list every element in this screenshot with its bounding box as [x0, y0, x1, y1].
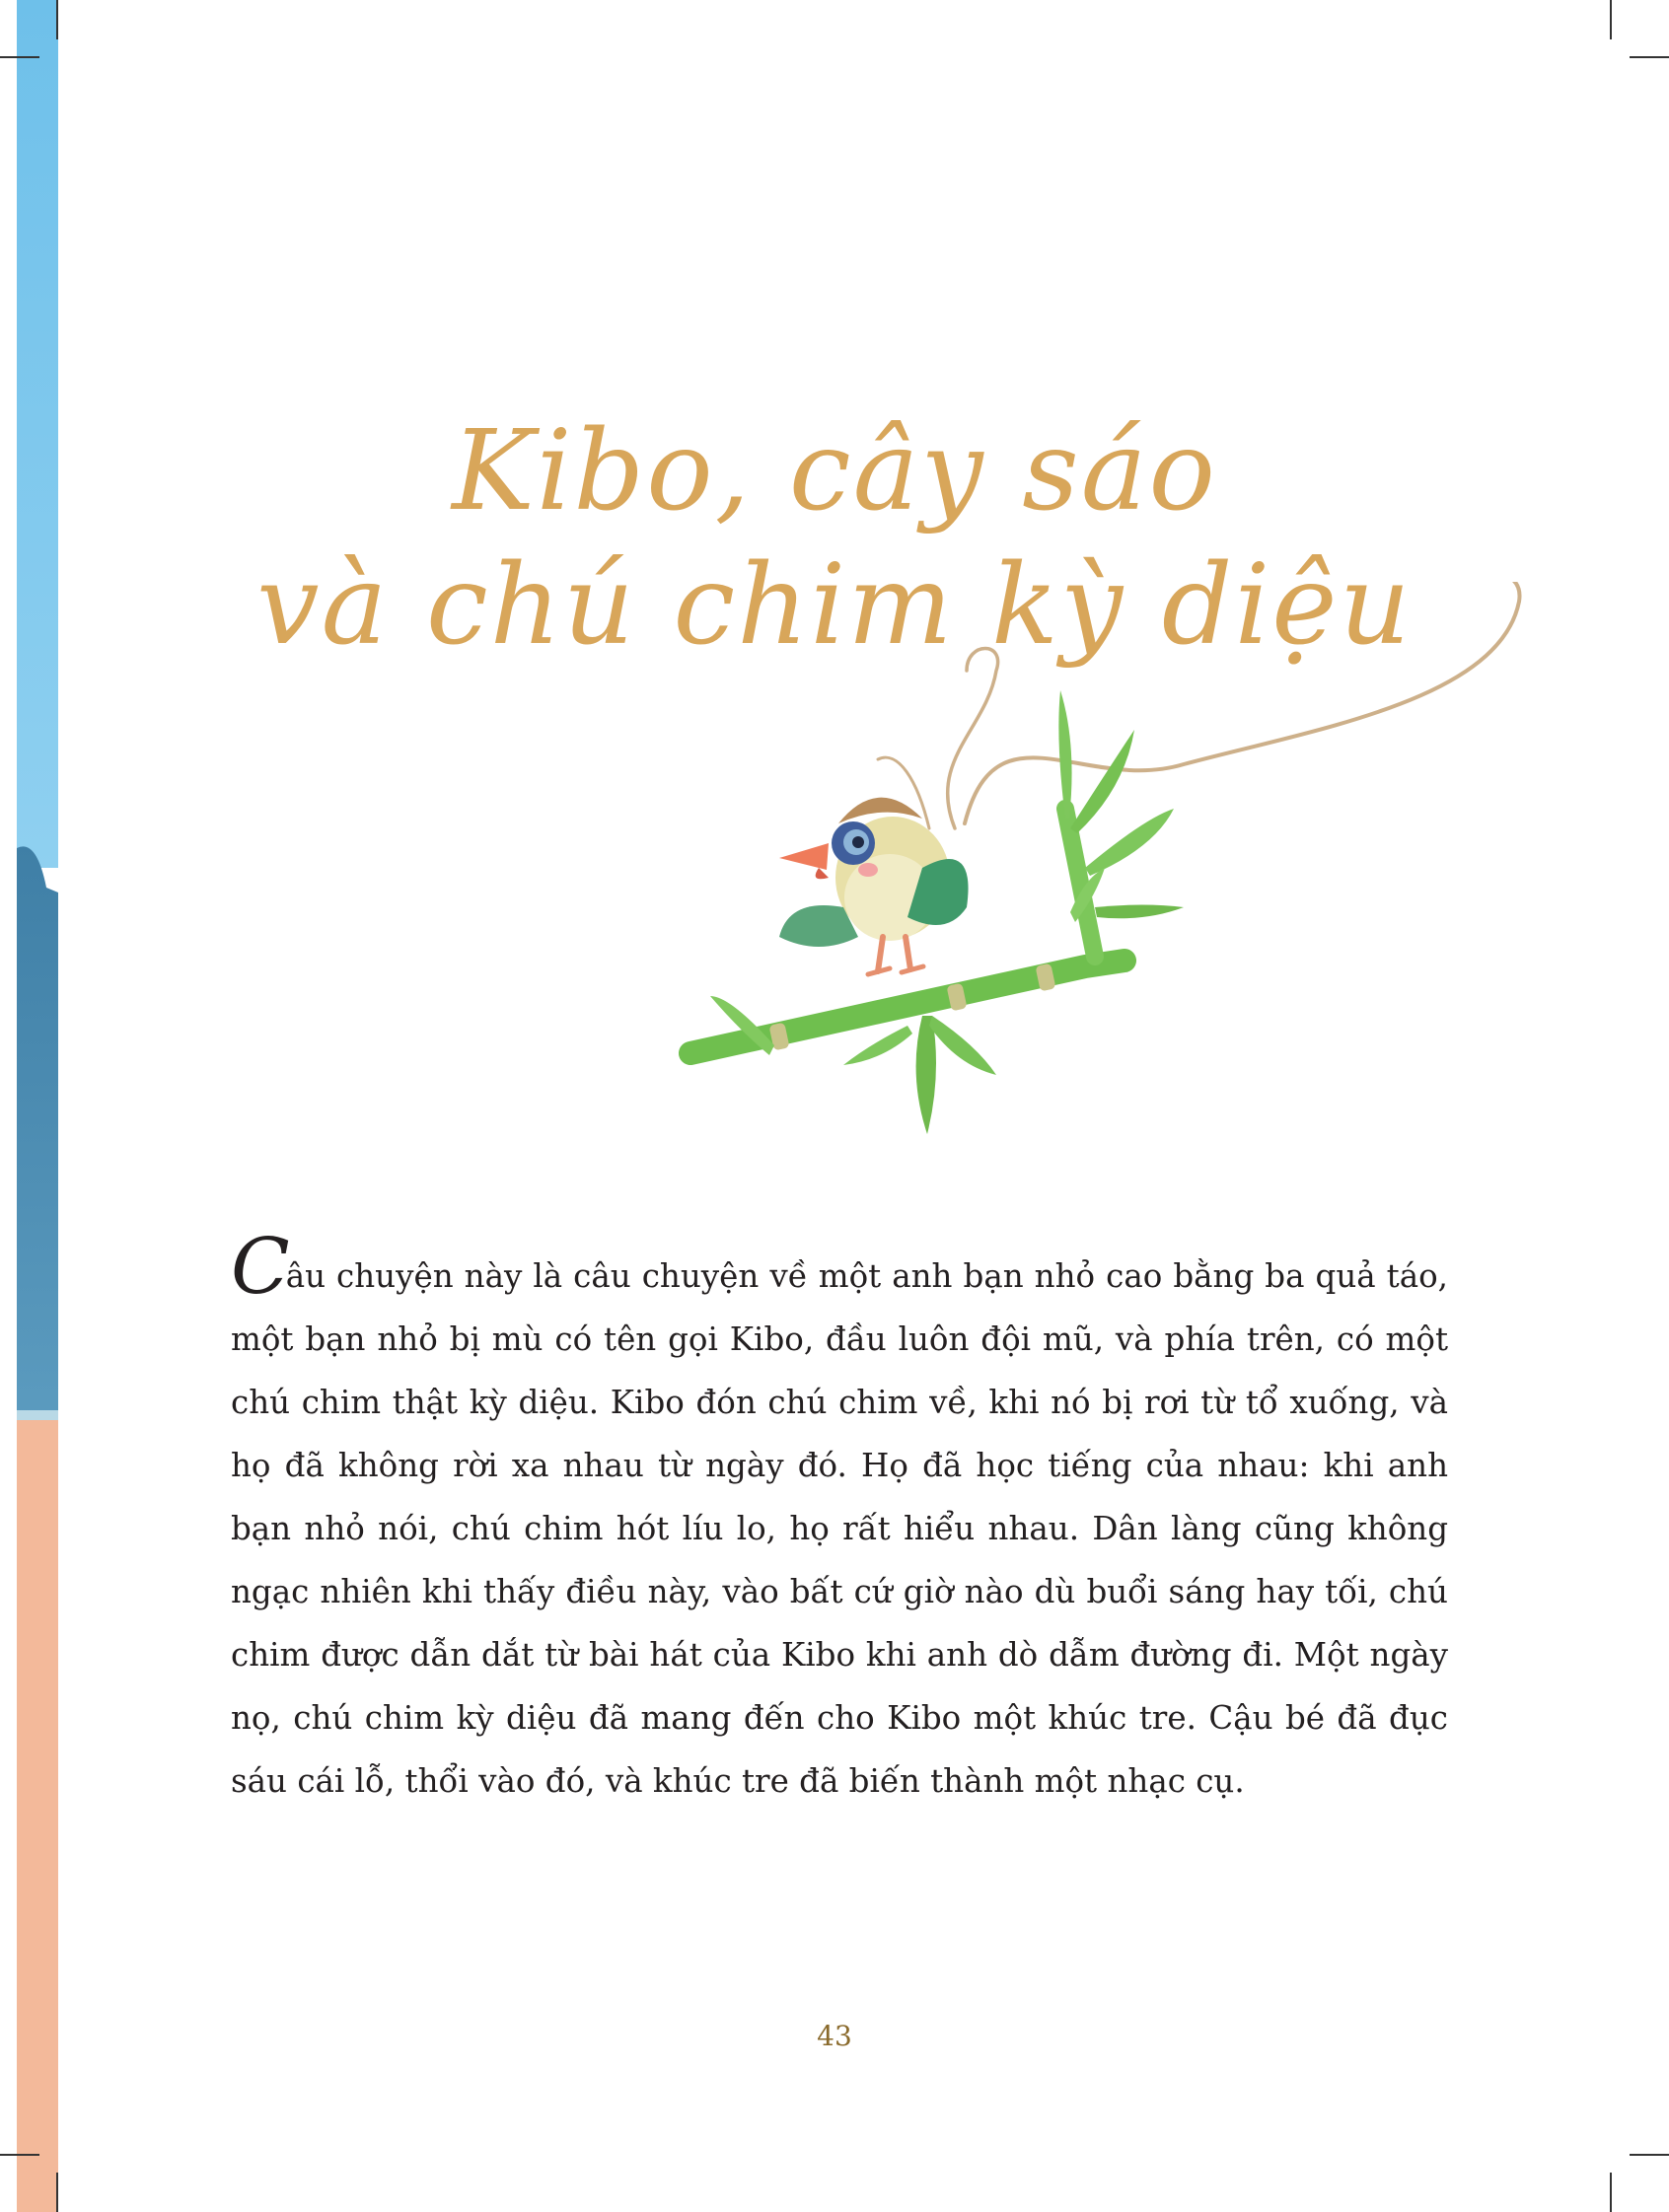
story-title-line-2: và chú chim kỳ diệu	[256, 541, 1413, 670]
story-paragraph-text: âu chuyện này là câu chuyện về một anh bạn nhỏ cao bằng ba quả táo, một bạn nhỏ bị mù có tên gọi Kibo, đầu luôn đội mũ, và phía trên, có một chú chim thật kỳ diệu. Kibo đón chú chim về, khi nó bị rơi từ tổ xuống, và họ đã không rời xa nhau từ ngày đó. Họ đã học tiếng của nhau: khi anh bạn nhỏ nói, chú chim hót líu lo, họ rất hiểu nhau. Dân làng cũng không ngạc nhiên khi thấy điều này, vào bất cứ giờ nào dù buổi sáng hay tối, chú chim được dẫn dắt từ bài hát của Kibo khi anh dò dẫm đường đi. Một ngày nọ, chú chim kỳ diệu đã mang đến cho Kibo một khúc tre. Cậu bé đã đục sáu cái lỗ, thổi vào đó, và khúc tre đã biến thành một nhạc cụ.	[231, 1257, 1448, 1800]
crop-mark	[1610, 0, 1612, 39]
page-number: 43	[817, 2020, 852, 2052]
crop-mark	[1610, 2173, 1612, 2212]
crop-mark	[56, 2173, 58, 2212]
crop-mark	[0, 56, 39, 58]
story-paragraph	[231, 1223, 1448, 1813]
crop-mark	[56, 0, 58, 39]
crop-mark	[1630, 2154, 1669, 2156]
crop-mark	[0, 2154, 39, 2156]
story-title-line-1: Kibo, cây sáo	[452, 407, 1217, 535]
side-color-strip	[17, 0, 58, 2212]
bird-on-bamboo-icon	[671, 582, 1539, 1144]
drop-cap: C	[231, 1223, 290, 1312]
crop-mark	[1630, 56, 1669, 58]
